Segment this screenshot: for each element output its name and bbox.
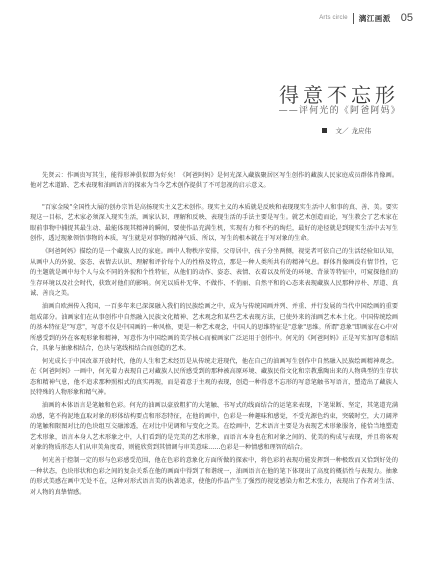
- article-title: 得意不忘形: [279, 83, 399, 107]
- author-name: 龙应伟: [351, 127, 371, 135]
- article-body: [30, 171, 398, 501]
- column-name: 漓江画派: [358, 13, 391, 23]
- article-subtitle: ——评何光的《阿爸阿妈》: [278, 106, 401, 116]
- page-number: 05: [400, 12, 413, 24]
- body-paragraph: 何光善于控制一定的形与色彩感受范围，他在色彩的意象化方面所做的探索中，将色彩的表现功能发挥到一种极致而又恰到好处的一种状态，色块形状和色彩之间的复杂关系在他的画面中得到了和谐统一，油画语言在他的笔下体现出了高度的概括性与表现力。抽象的形式美感在画中无处不在，这种对形式语言美的执著追求，使他的作品产生了强烈的视觉感染力和艺术张力，表现出了作者对生活、对人物的真挚情感。: [30, 457, 398, 496]
- body-paragraph: 《阿爸阿妈》描绘的是一个藏族人民的家庭。画中人物秩序安排，父母居中，孩子分坐两侧，视觉者可依自己的生活经验知认知，从画中人的外貌、姿态、表情去认识、理解和评价每个人的性格及特点，那是一种人类所共有的精神气息。群体肖像画没有情节性，它的主题就是画中每个人与众不同的外貌和个性特征，从他们的动作、姿态、表情、衣着以及所处的环境、背景等特征中，可窥探他们的生存环境以及社会时代，获致对他们的影响。何光以质朴无华、不做作、不俏丽、自然平和的心态来表现藏族人民那种淳朴、厚道、真诚、善良之美。: [30, 248, 398, 298]
- header-divider: [353, 13, 354, 24]
- body-paragraph: 油画的本体语言是笔触和色彩。何光的油画以豪放粗犷的大笔触、书写式的线面结合的运笔来表现，下笔果断、坚定，其笔道充满动感，笔不拘泥地直取对象的形体结构要点和形态特征，在他的画中，色彩是一种趣味和感觉，不受光源色约束，突破时空，大刀阔斧的笔触和限图对比的色块组互交融渗透，在对比中见调和与变化之美。在绘画中，艺术语言主要是为表现艺术形象服务，能恰当地塑造艺术形象，语言本身人艺术形象之中，人们看到的是完美的艺术形象，而语言本身也在和对象之间的、优美的构成与表现，并且将客观对象的物质形态人们从审美角度看，则能欣赏到其情调与审美意味……色彩是一种情感和理智的结合。: [30, 402, 398, 452]
- byline-square-icon: [322, 128, 327, 133]
- byline: [322, 126, 372, 135]
- page-header: [319, 12, 413, 24]
- lead-paragraph: 先贤云：作画贵写其生，能得形神俱似即为好矣！《阿爸阿妈》是何光深入藏族聚居区写生创作的藏族人民家庭成员群体肖像画。他对艺术道路、艺术表现和油画语言的探索为当今艺术创作提供了不可忽视的启示意义。: [30, 172, 398, 190]
- body-paragraph: 油画自欧洲传入我国，一百多年来已深深融入我们的民族绘画之中，成为与传统国画并列、并重、并行发展的当代中国绘画的重要组成部分。油画家们在从事创作中自然融入民族文化精神、艺术观念和某些艺术表现方法，已使外来的油画艺术本土化。中国传统绘画的基本特征是"写意"，写意不仅是中国画的一种风格，更是一种艺术观念，中国人的思维特征是"意象"思维。所谓"意象"即画家在心中对所感受到的外在客观形象和精神，写意作为中国绘画的美学核心而被画家广泛运用于创作中。何光的《阿爸阿妈》正是写实加写意相结合，具象与抽象相结合，色块与笔线相结合而创造的艺术。: [30, 303, 398, 352]
- body-paragraph: "百家金陵"全国性大展的创办宗旨是高扬现实主义艺术创作。现实主义的本质就是反映和表现现实生活中人和事的真、善、美。要实现这一目标，艺术家必须深入现实生活，画家认识、理解和反映、表现生活的手法主要是写生。就艺术创造而论，写生教会了艺术家在眼前事物中捕捉其最生动、最能体现其精神的瞬间，要使作品充满生机，实现有力和不朽的绚烂，最好的途径就是到现实生活中去写生创作，透过现象领悟事物的本质，写生就是对事物的精神气质、所以，写生的根本就在于写对象的生命。: [30, 203, 398, 243]
- section-label: Arts circle: [319, 15, 348, 21]
- body-paragraph: 何光成长于中国改革开放时代，他的人生和艺术经历是从传统走进现代，他在自己的油画写生创作中自然融入民族绘画精神观念。在《阿爸阿妈》一画中，何光着力表现自己对藏族人民所感受到的那种被高原环境、藏族民俗文化和宗教熏陶出来的人物典型的生存状态和精神气息，他不追求那种照相式的真实再现，而是着意于主观的表现，创造一种得意不忘形的写意笔触书写语言，塑造出了藏族人民特殊的人物形象和精气神。: [30, 358, 398, 397]
- author-label: 文／: [335, 127, 349, 135]
